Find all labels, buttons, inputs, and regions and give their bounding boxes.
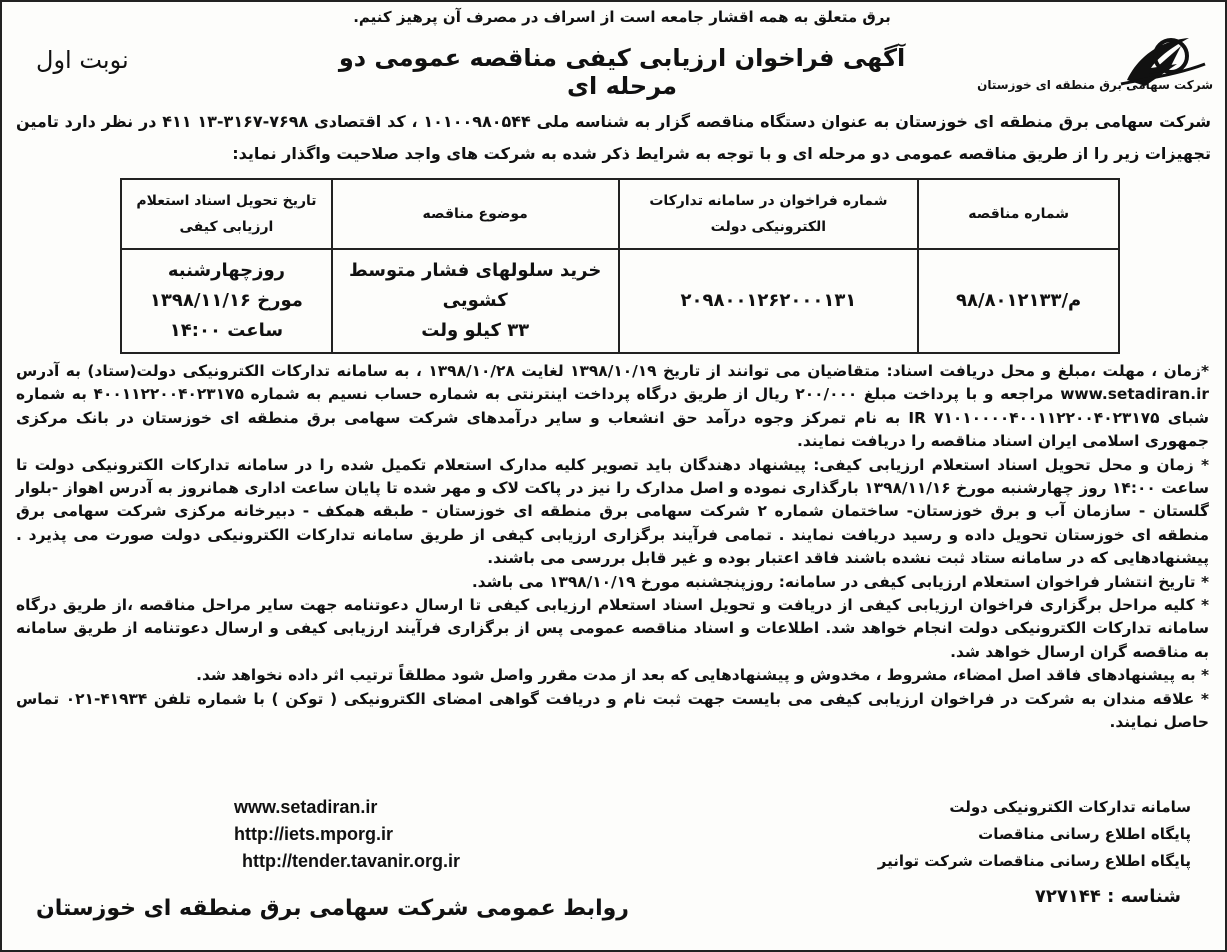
process-paragraph: * کلیه مراحل برگزاری فراخوان ارزیابی کیفی از دریافت و تحویل اسناد استعلام ارزیابی کیفی تا ارسال دعوتنامه جهت سایر مراحل مناقصه ،از طریق درگاه سامانه تدارکات الکترونیکی دولت انجام خواهد شد. اطلاعات و اسناد مناقصه عمومی پس از برگزاری فرآیند ارزیابی کیفی و ارسال دعوتنامه از طریق سامانه به مناقصه گران ارسال خواهد شد. bbox=[16, 596, 1209, 661]
portal-name-iets: پایگاه اطلاع رسانی مناقصات bbox=[978, 825, 1191, 843]
cell-tender-number: م/۹۸/۸۰۱۲۱۳۳ bbox=[918, 249, 1119, 353]
document-receipt-paragraph: *زمان ، مهلت ،مبلغ و محل دریافت اسناد: متقاضیان می توانند از تاریخ ۱۳۹۸/۱۰/۱۹ لغایت ۱۳۹۸/۱۰/۲۸ ، به سامانه تدارکات الکترونیکی دولت(ستاد) به آدرس www.setadiran.ir مراجعه و با پرداخت مبلغ ۲۰۰/۰۰۰ ریال از طریق درگاه پرداخت اینترنتی به شماره حساب نسیم به شماره ۴۰۰۱۱۲۲۰۰۴۰۲۳۱۷۵ به شماره شبای IR ۷۱۰۱۰۰۰۰۴۰۰۱۱۲۲۰۰۴۰۲۳۱۷۵ به نام تمرکز وجوه درآمد حق انشعاب و سایر درآمدهای شرکت سهامی برق منطقه ای خوزستان در بانک مرکزی جمهوری اسلامی ایران اسناد مناقصه را دریافت نمایند. bbox=[16, 362, 1210, 451]
energy-saving-notice: برق متعلق به همه اقشار جامعه است از اسراف در مصرف آن پرهیز کنیم. bbox=[353, 8, 891, 26]
header-tender-number: شماره مناقصه bbox=[918, 179, 1119, 249]
footer-org: روابط عمومی شرکت سهامی برق منطقه ای خوزستان bbox=[36, 896, 629, 921]
conditions-text bbox=[16, 360, 1209, 735]
header-deadline: تاریخ تحویل اسناد استعلام ارزیابی کیفی bbox=[121, 179, 332, 249]
round-label: نوبت اول bbox=[36, 46, 129, 74]
table-header-row bbox=[121, 179, 1119, 249]
url-setad[interactable]: www.setadiran.ir bbox=[234, 797, 378, 817]
cell-deadline: روزچهارشنبه مورخ ۱۳۹۸/۱۱/۱۶ ساعت ۱۴:۰۰ bbox=[121, 249, 332, 353]
registration-paragraph: * علاقه مندان به شرکت در فراخوان ارزیابی کیفی می بایست جهت ثبت نام و دریافت گواهی امضای الکترونیکی ( توکن ) با شماره تلفن ۴۱۹۳۴-۰۲۱ تماس حاصل نمایند. bbox=[16, 689, 1209, 732]
page-title: آگهی فراخوان ارزیابی کیفی مناقصه عمومی دو مرحله ای bbox=[338, 44, 906, 100]
logo-caption: شرکت سهامی برق منطقه ای خوزستان bbox=[977, 78, 1213, 92]
url-tavanir[interactable]: http://tender.tavanir.org.ir bbox=[242, 851, 461, 871]
portal-name-setad: سامانه تدارکات الکترونیکی دولت bbox=[949, 798, 1191, 816]
tender-table bbox=[120, 178, 1120, 354]
cell-setad-number: ۲۰۹۸۰۰۱۲۶۲۰۰۰۱۳۱ bbox=[619, 249, 919, 353]
portal-names bbox=[878, 794, 1191, 875]
publication-date-paragraph: * تاریخ انتشار فراخوان استعلام ارزیابی کیفی در سامانه: روزپنجشنبه مورخ ۱۳۹۸/۱۰/۱۹ می باشد. bbox=[471, 572, 1209, 591]
header-subject: موضوع مناقصه bbox=[332, 179, 619, 249]
url-iets[interactable]: http://iets.mporg.ir bbox=[234, 824, 393, 844]
table-row bbox=[121, 249, 1119, 353]
header-setad-number: شماره فراخوان در سامانه تدارکات الکترونیکی دولت bbox=[619, 179, 919, 249]
portal-name-tavanir: پایگاه اطلاع رسانی مناقصات شرکت توانیر bbox=[877, 852, 1191, 870]
intro-paragraph: شرکت سهامی برق منطقه ای خوزستان به عنوان دستگاه مناقصه گزار به شناسه ملی ۱۰۱۰۰۹۸۰۵۴۴ ، کد اقتصادی ۷۶۹۸-۳۱۶۷-۱۳ ۴۱۱ در نظر دارد تامین تجهیزات زیر را از طریق مناقصه عمومی دو مرحله ای و با توجه به شرایط ذکر شده به شرکت های واجد صلاحیت واگذار نماید: bbox=[16, 112, 1212, 163]
portal-urls bbox=[234, 794, 460, 875]
document-delivery-paragraph: * زمان و محل تحویل اسناد استعلام ارزیابی کیفی: پیشنهاد دهندگان باید تصویر کلیه مدارک استعلام تکمیل شده را در سامانه تدارکات الکترونیکی دولت تا ساعت ۱۴:۰۰ روز چهارشنبه مورخ ۱۳۹۸/۱۱/۱۶ بارگذاری نموده و اصل مدارک را نیز در پاکت لاک و مهر شده تا پایان ساعت اداری همانروز به آدرس اهواز -بلوار گلستان - سازمان آب و برق خوزستان- ساختمان شماره ۲ شرکت سهامی برق منطقه ای خوزستان - طبقه همکف - دبیرخانه مرکزی شرکت سهامی برق منطقه ای خوزستان تحویل داده و رسید دریافت نمایند . تمامی فرآیند برگزاری ارزیابی کیفی از طریق سامانه تدارکات الکترونیکی دولت صورت می پذیرد . پیشنهادهایی که در سامانه ستاد ثبت نشده باشند فاقد اعتبار بوده و غیر قابل بررسی می باشند. bbox=[16, 455, 1209, 568]
ad-id: شناسه : ۷۲۷۱۴۴ bbox=[1034, 886, 1181, 907]
invalid-bids-paragraph: * به پیشنهادهای فاقد اصل امضاء، مشروط ، مخدوش و پیشنهادهایی که بعد از مدت مقرر واصل شود مطلقاً ترتیب اثر داده نخواهد شد. bbox=[196, 666, 1209, 685]
cell-subject: خرید سلولهای فشار متوسط کشویی ۳۳ کیلو ولت bbox=[332, 249, 619, 353]
